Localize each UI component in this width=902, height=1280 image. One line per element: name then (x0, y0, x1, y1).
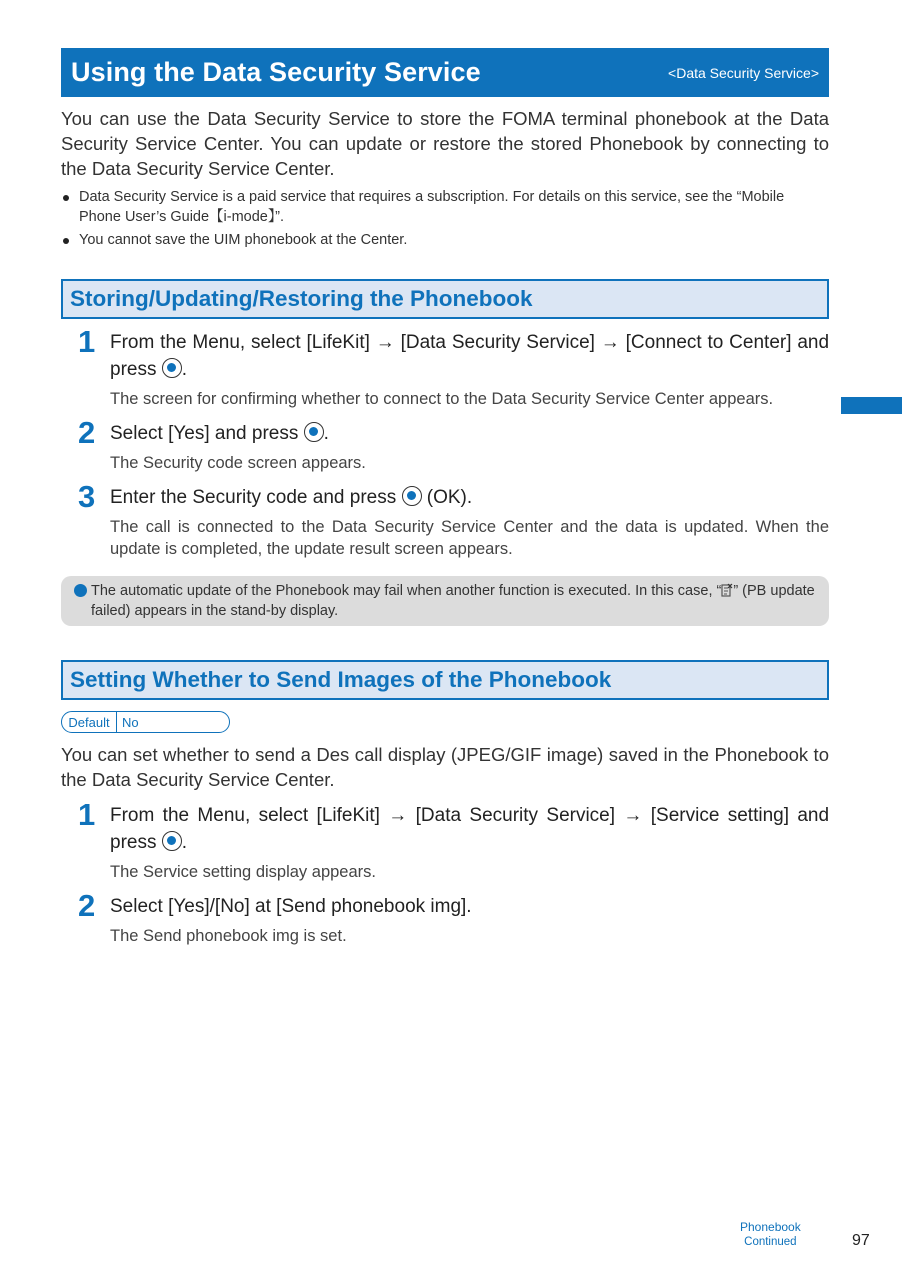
steps-send-images (61, 797, 830, 947)
step-1 (61, 324, 830, 410)
arrow-right-icon: → (375, 332, 395, 353)
step-instruction: From the Menu, select [LifeKit] → [Data Security Service] → [Connect to Center] and press . (110, 332, 830, 380)
center-key-icon (162, 358, 182, 378)
default-setting-badge (61, 711, 230, 733)
page-content (61, 48, 829, 957)
step-result: The Security code screen appears. (110, 454, 366, 472)
arrow-right-icon: → (623, 805, 643, 826)
page-title-tag: <Data Security Service> (668, 64, 819, 81)
page-title-bar (61, 48, 829, 97)
step-result: The screen for confirming whether to connect to the Data Security Service Center appears. (110, 390, 774, 408)
chapter-side-tab (841, 397, 902, 414)
footer-continued: Continued (744, 1236, 797, 1248)
step-result: The Service setting display appears. (110, 863, 376, 881)
step-instruction: Select [Yes] and press . (110, 423, 329, 444)
step-number: 2 (78, 415, 96, 450)
step-number: 2 (78, 888, 96, 923)
note-box: The automatic update of the Phonebook may fail when another function is executed. In this case, “ ” (PB update failed) appears in the stand-by display. (61, 576, 829, 626)
center-key-icon (402, 486, 422, 506)
step-number: 1 (78, 324, 96, 359)
pb-update-failed-icon (721, 583, 733, 597)
step-instruction: Enter the Security code and press (OK). (110, 487, 473, 508)
step-number: 1 (78, 797, 96, 832)
step-number: 3 (78, 479, 96, 514)
section-heading-send-images: Setting Whether to Send Images of the Phonebook (61, 660, 829, 700)
note-bullet-icon (74, 584, 87, 597)
page-title: Using the Data Security Service (71, 57, 481, 87)
section-heading-storing: Storing/Updating/Restoring the Phonebook (61, 279, 829, 319)
bullet-item: You cannot save the UIM phonebook at the Center. (61, 230, 829, 250)
step-instruction: Select [Yes]/[No] at [Send phonebook img]. (110, 896, 472, 917)
arrow-right-icon: → (388, 805, 408, 826)
step-2 (61, 888, 829, 947)
page-number: 97 (852, 1232, 870, 1249)
step-3 (61, 479, 829, 560)
section2-intro: You can set whether to send a Des call display (JPEG/GIF image) saved in the Phonebook to the Data Security Service Center. (61, 744, 829, 790)
step-result: The call is connected to the Data Security Service Center and the data is updated. When the update is completed, the update result screen appears. (110, 518, 829, 558)
bullet-item: Data Security Service is a paid service that requires a subscription. For details on this service, see the “Mobile Phone User’s Guide【i-mode】”. (61, 187, 829, 227)
step-1 (61, 797, 830, 883)
center-key-icon (162, 831, 182, 851)
footer-nav (740, 1220, 801, 1250)
step-2 (61, 415, 829, 474)
arrow-right-icon: → (600, 332, 620, 353)
center-key-icon (304, 422, 324, 442)
step-result: The Send phonebook img is set. (110, 927, 347, 945)
intro-paragraph: You can use the Data Security Service to store the FOMA terminal phonebook at the Data Security Service Center. You can update or restore the stored Phonebook by connecting to the Data Security Service Center. (61, 108, 829, 179)
bullet-list (61, 187, 829, 250)
step-instruction: From the Menu, select [LifeKit] → [Data Security Service] → [Service setting] and press . (110, 805, 830, 853)
default-value: No (122, 714, 139, 730)
footer-section-name: Phonebook (740, 1220, 801, 1234)
default-label: Default (62, 712, 117, 732)
steps-storing (61, 324, 830, 560)
